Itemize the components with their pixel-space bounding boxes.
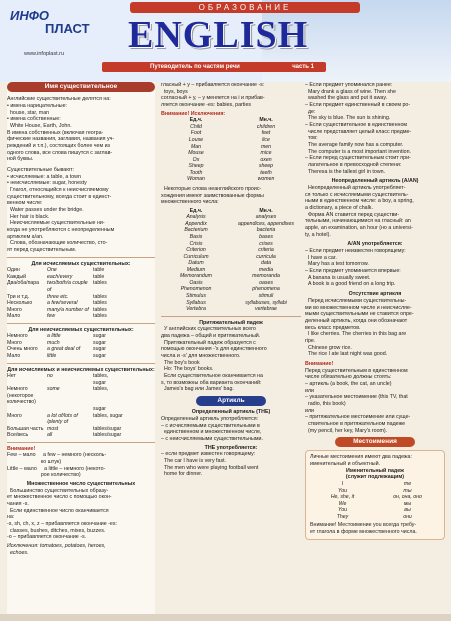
- table-cell: Много: [7, 412, 22, 419]
- plural-cell: Appendix: [185, 220, 207, 227]
- table-cell: most: [47, 425, 59, 432]
- both-quantity-table: [7, 373, 155, 438]
- table-cell: table: [93, 273, 105, 280]
- countable-table-title: Для исчисляемых существительных:: [31, 260, 131, 267]
- plural-cell: Criterion: [186, 247, 206, 254]
- plural-cell: Stimulus: [186, 292, 206, 299]
- pronoun-cell: вы: [404, 507, 411, 514]
- plural-cell: oxen: [260, 156, 272, 163]
- plural-cell: Man: [190, 143, 202, 150]
- plural-cell: stimuli: [258, 292, 274, 299]
- table-cell: sugar: [93, 379, 106, 386]
- plural-cell: sheep: [258, 163, 274, 170]
- plural-cell: men: [260, 143, 272, 150]
- pronoun-cell: I: [341, 481, 344, 488]
- pronoun-cell: ты: [403, 487, 412, 494]
- table-cell: Очень много: [7, 346, 38, 353]
- possessive-heading: Притяжательный падеж: [199, 319, 263, 326]
- the-usage-heading: THE употребляется:: [204, 444, 258, 451]
- definite-article-heading: Определенный артикль (THE): [191, 409, 271, 416]
- plural-cell: Child: [190, 123, 202, 130]
- plural-cell: Vertebra: [186, 306, 206, 313]
- table-cell: Мало: [7, 353, 21, 359]
- table-cell: Много: [7, 306, 22, 313]
- table-cell: some: [47, 386, 60, 393]
- plural-cell: Curriculum: [183, 253, 209, 260]
- table-cell: Немного (некоторое количество): [7, 386, 36, 406]
- pronoun-cell: они: [403, 513, 412, 520]
- table-cell: two/both/a couple of: [47, 280, 88, 293]
- header-banner: [0, 0, 451, 82]
- plural-cell: bacteria: [256, 227, 276, 234]
- table-cell: a lot of/lots of /plenty of: [47, 412, 78, 426]
- pronoun-cell: мы: [403, 500, 412, 507]
- possessive-text: У английских существительных всего два падежа – общий и притяжательный. Притяжательный падеж образуется с помощью окончания -'s для единственного числа и -s' для множественного. The boy's book Ho: The boys' books. Если существительное оканчивается на s, то возможны оба варианта окончаний: James's bag или James' bag.: [161, 326, 267, 393]
- pronouns-box: [305, 450, 445, 539]
- ribbon-text: ОБРАЗОВАНИЕ: [198, 3, 292, 12]
- both-table-title: Для исчисляемых и неисчисляемых существительных:: [7, 366, 155, 373]
- nouns-intro: Английские существительные делятся на: • имена нарицательные: house, star, man • имена собственные: White House, Earth, John. В имена собственных (включая геогра- фические названия, заглавия, названия уч- реждений и т.п.), состоящих более чем из одного слова, все слова пишутся с заглав- ной буквы.: [7, 96, 115, 163]
- plural-cell: data: [260, 260, 272, 267]
- table-cell: Два/оба/пара: [7, 280, 40, 287]
- pronoun-cell: me: [403, 481, 412, 488]
- plural-cell: crises: [259, 240, 273, 247]
- plural-cell: appendices, appendixes: [238, 220, 294, 227]
- singular-determiner-note: Перед существительным в единственном числе обязательно должны стоять: – артикль (a book, the cat, an uncle) или – указательное местоимение (this TV, that radio, this book) или – притяжательное местоимение или суще- ствительное в притяжательном падеже (my pencil, her key, Mary's room).: [305, 367, 411, 434]
- attention-label: Внимание!: [7, 445, 36, 452]
- section-heading-nouns: Имя существительное: [7, 82, 155, 92]
- plural-cell: Woman: [187, 176, 205, 183]
- plural-cell: feet: [261, 130, 271, 137]
- table-cell: a little: [47, 333, 61, 340]
- logo-bottom-text: ПЛАСТ: [45, 21, 90, 37]
- page-bottom-edge: [0, 614, 451, 621]
- plural-cell: Ox: [192, 156, 200, 163]
- plural-cell: Tooth: [189, 169, 203, 176]
- countable-text: Существительные бывают: • исчисляемые: a table, a town • неисчисляемые: sugar, honesty Глагол, относящийся к неисчисляемому существительному, всегда стоит в единст- венном числе: Water passes under the bridge. Her hair is black. Неисчисляемые существительные ни- когда не употребляются с неопределенным артиклем a/an. Слова, обозначающие количество, сто- ят перед существительным.: [7, 166, 115, 253]
- table-cell: sugar: [93, 346, 106, 353]
- plural-cell: analyses: [255, 214, 277, 221]
- table-cell: One: [47, 267, 57, 274]
- exceptions-heading: Внимание! Исключения:: [161, 110, 226, 117]
- table-cell: Три и т.д.: [7, 293, 30, 300]
- plural-cell: phenomena: [252, 286, 280, 293]
- table-cell: sugar: [93, 333, 106, 340]
- page-title: ENGLISH: [128, 14, 309, 56]
- table-cell: Немного: [7, 333, 28, 340]
- indefinite-article-text: Неопределенный артикль употребляет- ся только с исчисляемыми существитель- ными в единственном числе: a boy, a spring, a dictionary, a piece of chalk. Форма AN ставится перед существи- тельными, начинающимися на гласный: an apple, an examination, an hour (но a universi- ty, a hotel).: [305, 185, 414, 238]
- table-cell: Один: [7, 267, 20, 274]
- few-note: Few – мало a few – немного (несколь- ко штук): [7, 452, 107, 466]
- plural-cell: oases: [259, 279, 273, 286]
- table-cell: a few/several: [47, 300, 78, 307]
- table-cell: tables, sugar: [93, 412, 123, 419]
- a-an-usage-text: – Если предмет неизвестен говорящему: I have a car. Mary has a test tomorrow. – Если предмет упоминается впервые: A banana is usually sweet. A book is a good friend on a long trip.: [305, 248, 406, 288]
- subtitle-text: Путеводитель по частям речи: [150, 64, 240, 70]
- table-cell: tables: [93, 313, 107, 320]
- column-header: Мн.ч.: [259, 207, 273, 214]
- uncountable-quantity-table: [7, 333, 155, 359]
- publisher-url: www.infoplast.ru: [24, 50, 65, 57]
- table-cell: little: [47, 353, 57, 359]
- column-articles-pronouns: [305, 82, 445, 614]
- pronoun-cell: You: [338, 507, 347, 514]
- plural-cell: children: [256, 123, 276, 130]
- pronoun-cell: He, she, it: [330, 494, 355, 501]
- table-cell: three etc.: [47, 293, 69, 300]
- subtitle-bar: [102, 62, 326, 72]
- table-cell: Нет: [7, 373, 16, 380]
- table-cell: tables: [93, 293, 107, 300]
- column-nouns: [7, 82, 155, 614]
- section-heading-pronouns: Местоимения: [335, 437, 415, 447]
- indefinite-article-heading: Неопределенный артикль (A/AN): [331, 178, 419, 185]
- table-cell: all: [47, 432, 53, 439]
- plural-cell: Foot: [190, 130, 202, 137]
- plural-cell: Medium: [186, 266, 206, 273]
- part-label: часть 1: [292, 64, 314, 70]
- zero-article-text: Перед исчисляемыми существительны- ми во множественном числе и неисчисляе- мыми существительными не ставится опре- деленный артикль, когда они обозначают весь класс предметов. I like cherries. The cherries in this bag are ripe. Chinese grow rice. The rice I ate last night was good.: [305, 297, 414, 358]
- attention-label-2: Внимание!: [305, 360, 334, 367]
- the-usage-continued: – Если предмет упоминался ранее: Mary drank a glass of wine. Then she washed the glass and put it away. – Если предмет единственный в своем ро- де: The sky is blue. The sun is shining. – Если существительное в единственном числе представляет целый класс предме- тов: The average family now has a computer. The computer is a most important invention. – Если перед существительным стоит при- лагательное в превосходной степени: Theresa is the tallest girl in town.: [305, 82, 412, 175]
- plural-cell: Oasis: [189, 279, 203, 286]
- table-cell: Большая часть: [7, 425, 44, 432]
- the-usage-text: – если предмет известен говорящему: The car I have is very fast. The men who were playing football went home for dinner.: [161, 451, 259, 478]
- plural-cell: bases: [259, 234, 273, 241]
- table-cell: tables,: [93, 373, 109, 380]
- table-cell: sugar: [93, 339, 106, 346]
- publisher-logo: [10, 8, 110, 70]
- table-cell: many/a number of: [47, 306, 89, 313]
- table-cell: few: [47, 313, 56, 320]
- plural-cell: Analysis: [186, 214, 206, 221]
- category-ribbon: [130, 2, 360, 13]
- plural-text: Большинство существительных образу- ет множественное число с помощью окон- чания -s. Если единственное число оканчивается на: -s, sh, ch, x, z – прибавляется окончание -es: classes, bushes, ditches, mixes, buzzes. -o – прибавляется окончание -s.: [7, 487, 117, 541]
- plural-cell: Syllabus: [186, 299, 206, 306]
- plural-cell: criteria: [258, 247, 274, 254]
- plural-cell: Memorandum: [179, 273, 212, 280]
- table-cell: Все/весь: [7, 432, 29, 439]
- plural-cell: Sheep: [188, 163, 204, 170]
- column-header: Мн.ч.: [259, 117, 273, 124]
- you-plural-note: Внимание! Местоимение you всегда требу- ет глагола в форме множественного числа.: [310, 522, 417, 536]
- table-cell: Много: [7, 339, 22, 346]
- table-cell: tables: [93, 300, 107, 307]
- table-cell: Несколько: [7, 300, 33, 307]
- plural-cell: media: [258, 266, 274, 273]
- table-cell: a great deal of: [47, 346, 81, 353]
- y-ending-rules: гласный + у – прибавляется окончание -s: toys, boys согласный + у, – у меняется на i и прибав- ляется окончание -es: babies, parties: [161, 82, 265, 109]
- table-cell: tables/sugar: [93, 425, 122, 432]
- foreign-plurals-intro: Некоторые слова неанглийского проис- хождения имеют заимствованные формы множественного числа:: [161, 185, 264, 206]
- pronoun-cell: You: [338, 487, 347, 494]
- table-cell: each/every: [47, 273, 73, 280]
- definite-article-text: Определенный артикль употребляется: – с исчисляемыми существительными в единственном и множественном числе, – с неисчисляемыми существительными.: [161, 415, 263, 442]
- plural-cell: Basis: [189, 234, 203, 241]
- plural-cell: women: [257, 176, 275, 183]
- pronouns-intro: Личные местоимения имеют два падежа: именительный и объектный.: [310, 454, 412, 468]
- plural-cell: syllabuses, syllabi: [245, 299, 287, 306]
- plural-exceptions: Исключения: tomatoes, potatoes, heroes, echoes.: [7, 543, 106, 556]
- little-note: Little – мало a little – немного (некото- рое количество): [7, 465, 106, 479]
- plural-heading: Множественное число существительных: [26, 481, 136, 488]
- pronoun-cell: They: [336, 513, 349, 520]
- plural-cell: Bacterium: [184, 227, 208, 234]
- plural-cell: curricula: [256, 253, 276, 260]
- plural-cell: Mouse: [188, 150, 204, 157]
- plural-cell: teeth: [260, 169, 272, 176]
- table-cell: tables/sugar: [93, 432, 122, 439]
- section-heading-article: Артикль: [196, 396, 266, 406]
- plural-cell: Louse: [188, 137, 204, 143]
- plural-cell: Crisis: [189, 240, 203, 247]
- table-cell: much: [47, 339, 60, 346]
- column-header: Ед.ч.: [189, 117, 203, 124]
- table-cell: tables,: [93, 386, 109, 393]
- table-cell: Каждый: [7, 273, 27, 280]
- plural-cell: lice: [262, 137, 270, 143]
- table-cell: tables: [93, 280, 107, 287]
- uncountable-table-title: Для неисчисляемых существительных:: [28, 326, 134, 333]
- table-cell: tables: [93, 306, 107, 313]
- table-cell: table: [93, 267, 105, 274]
- plural-cell: mice: [260, 150, 272, 157]
- table-cell: Мало: [7, 313, 21, 320]
- pronouns-table: [310, 481, 440, 520]
- column-plurals-articles: [161, 82, 301, 614]
- zero-article-heading: Отсутствие артикля: [348, 291, 402, 298]
- plural-cell: memoranda: [252, 273, 280, 280]
- plural-cell: Datum: [188, 260, 204, 267]
- foreign-plurals-table: [161, 208, 301, 313]
- pronoun-cell: он, она, оно: [393, 494, 422, 501]
- column-header: Ед.ч.: [189, 207, 203, 214]
- plural-cell: Phenomenon: [180, 286, 212, 293]
- table-cell: sugar: [93, 353, 106, 359]
- a-an-usage-heading: A/AN употребляется:: [347, 241, 403, 248]
- irregular-plurals-table: [161, 117, 301, 182]
- pronoun-cell: We: [338, 500, 347, 507]
- table-cell: sugar: [93, 405, 106, 412]
- logo-top-text: ИНФО: [10, 8, 49, 23]
- table-cell: no: [47, 373, 53, 380]
- countable-quantity-table: [7, 267, 155, 319]
- plural-cell: vertebrae: [255, 306, 277, 313]
- nominative-heading: Именительный падеж (служит подлежащим): [345, 467, 405, 481]
